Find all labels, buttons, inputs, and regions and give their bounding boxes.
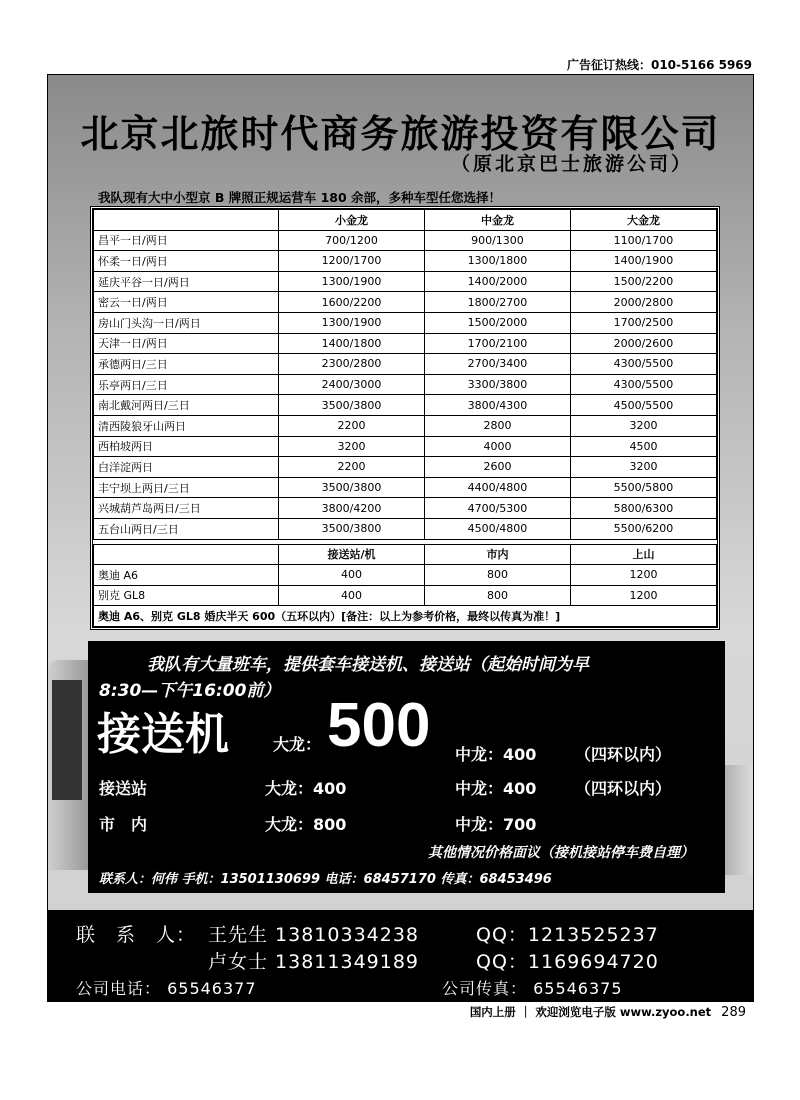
price-table-wrap — [90, 206, 720, 630]
table-cell-price: 2300/2800 — [279, 354, 425, 375]
transfer-line2: 8:30—下午16:00前） — [99, 681, 281, 701]
bus-photo-left — [48, 660, 88, 870]
table-cell-price: 1700/2500 — [570, 312, 716, 333]
table-row — [94, 477, 717, 498]
table-cell-price: 5500/6200 — [570, 518, 716, 539]
table-cell-price: 900/1300 — [424, 230, 570, 251]
airport-big-price: 500 — [327, 691, 431, 760]
table-row — [94, 585, 717, 606]
table-cell-route: 天津一日/两日 — [94, 333, 279, 354]
table-cell-price: 4300/5500 — [570, 374, 716, 395]
table-cell-price: 1200 — [570, 565, 716, 586]
table-row — [94, 565, 717, 586]
city-big: 大龙：800 — [265, 815, 347, 834]
city-label: 市 内 — [99, 815, 148, 834]
other-terms: 其他情况价格面议（接机接站停车费自理） — [428, 845, 694, 861]
table-row — [94, 498, 717, 519]
table-cell-route: 奥迪 A6 — [94, 565, 279, 586]
airport-scope: （四环以内） — [575, 745, 672, 764]
table-cell-route: 五台山两日/三日 — [94, 518, 279, 539]
table-cell-route — [94, 544, 279, 565]
table-cell-price: 5500/5800 — [570, 477, 716, 498]
table-cell-price: 1300/1900 — [279, 312, 425, 333]
table-cell-price: 1200 — [570, 585, 716, 606]
table-row — [94, 374, 717, 395]
table-row — [94, 271, 717, 292]
table-cell-price: 4700/5300 — [424, 498, 570, 519]
table-cell-price: 400 — [279, 565, 425, 586]
table-row — [94, 518, 717, 539]
table-cell-route: 怀柔一日/两日 — [94, 251, 279, 272]
table-cell-price: 700/1200 — [279, 230, 425, 251]
company-former-name: （原北京巴士旅游公司） — [450, 153, 693, 175]
company-tel: 公司电话： 65546377 — [76, 979, 257, 998]
table-cell-price: 3200 — [570, 457, 716, 478]
company-fax: 公司传真： 65546375 — [442, 979, 623, 998]
airport-label: 接送机 — [97, 709, 229, 760]
table-note: 奥迪 A6、别克 GL8 婚庆半天 600（五环以内）[备注：以上为参考价格，最终以传真为准！] — [94, 606, 717, 627]
table-row — [94, 354, 717, 375]
table-cell-price: 1800/2700 — [424, 292, 570, 313]
table-cell-route: 延庆平谷一日/两日 — [94, 271, 279, 292]
table-row — [94, 333, 717, 354]
table-cell-price: 2400/3000 — [279, 374, 425, 395]
table-cell-route: 西柏坡两日 — [94, 436, 279, 457]
table-cell-price: 中金龙 — [424, 210, 570, 231]
contact-qq2: QQ：1169694720 — [476, 951, 659, 973]
table-cell-price: 3800/4200 — [279, 498, 425, 519]
table-cell-price: 2000/2600 — [570, 333, 716, 354]
transfer-contact: 联系人：何伟 手机：13501130699 电话：68457170 传真：68453496 — [99, 872, 552, 887]
table-cell-price: 800 — [424, 565, 570, 586]
table-cell-route: 房山门头沟一日/两日 — [94, 312, 279, 333]
table-cell-price: 2800 — [424, 415, 570, 436]
contact-label: 联 系 人： — [76, 924, 197, 946]
airport-big-label: 大龙： — [273, 735, 322, 754]
ad-frame — [47, 74, 754, 1002]
table-header-row — [94, 544, 717, 565]
table-cell-route: 别克 GL8 — [94, 585, 279, 606]
table-cell-price: 4000 — [424, 436, 570, 457]
footer-text: 国内上册 ｜ 欢迎浏览电子版 www.zyoo.net — [469, 1005, 712, 1019]
table-cell-price: 3800/4300 — [424, 395, 570, 416]
station-scope: （四环以内） — [575, 779, 672, 798]
table-cell-price: 3500/3800 — [279, 518, 425, 539]
table-cell-price: 800 — [424, 585, 570, 606]
table-cell-price: 4500/5500 — [570, 395, 716, 416]
transfer-line1: 我队有大量班车，提供套车接送机、接送站（起始时间为早 — [147, 655, 589, 675]
table-row — [94, 292, 717, 313]
table-cell-price: 1400/2000 — [424, 271, 570, 292]
table-cell-price: 小金龙 — [279, 210, 425, 231]
table-row — [94, 230, 717, 251]
table-cell-price: 3200 — [279, 436, 425, 457]
table-cell-price: 上山 — [570, 544, 716, 565]
contact-qq1: QQ：1213525237 — [476, 924, 659, 946]
station-label: 接送站 — [99, 779, 148, 798]
table-cell-price: 400 — [279, 585, 425, 606]
table-cell-price: 2700/3400 — [424, 354, 570, 375]
table-cell-route: 乐亭两日/三日 — [94, 374, 279, 395]
table-cell-price: 大金龙 — [570, 210, 716, 231]
table-cell-price: 1200/1700 — [279, 251, 425, 272]
table-cell-route: 白洋淀两日 — [94, 457, 279, 478]
page-footer — [470, 1004, 746, 1020]
table-cell-price: 1400/1900 — [570, 251, 716, 272]
station-mid: 中龙：400 — [455, 779, 537, 798]
table-cell-price: 4500 — [570, 436, 716, 457]
table-cell-price: 1700/2100 — [424, 333, 570, 354]
table-cell-price: 4400/4800 — [424, 477, 570, 498]
table-row — [94, 395, 717, 416]
table-cell-price: 3200 — [570, 415, 716, 436]
table-note-row — [94, 606, 717, 627]
table-cell-route — [94, 210, 279, 231]
table-cell-price: 1300/1800 — [424, 251, 570, 272]
table-cell-price: 1500/2000 — [424, 312, 570, 333]
table-cell-price: 市内 — [424, 544, 570, 565]
table-cell-price: 2000/2800 — [570, 292, 716, 313]
table-cell-price: 接送站/机 — [279, 544, 425, 565]
table-cell-route: 承德两日/三日 — [94, 354, 279, 375]
table-cell-price: 1500/2200 — [570, 271, 716, 292]
table-cell-price: 2600 — [424, 457, 570, 478]
table-cell-price: 1300/1900 — [279, 271, 425, 292]
table-cell-price: 2200 — [279, 457, 425, 478]
bus-photo-right — [721, 765, 753, 875]
table-cell-price: 3500/3800 — [279, 395, 425, 416]
table-cell-route: 兴城葫芦岛两日/三日 — [94, 498, 279, 519]
table-cell-price: 3500/3800 — [279, 477, 425, 498]
table-row — [94, 415, 717, 436]
table-row — [94, 436, 717, 457]
company-name: 北京北旅时代商务旅游投资有限公司 — [80, 112, 721, 156]
fleet-intro: 我队现有大中小型京 B 牌照正规运营车 180 余部，多种车型任您选择！ — [98, 190, 502, 205]
table-row — [94, 457, 717, 478]
price-table — [93, 209, 717, 627]
table-header-row — [94, 210, 717, 231]
table-cell-route: 丰宁坝上两日/三日 — [94, 477, 279, 498]
ad-hotline: 广告征订热线：010-5166 5969 — [566, 58, 752, 72]
airport-mid: 中龙：400 — [455, 745, 537, 764]
table-cell-price: 1400/1800 — [279, 333, 425, 354]
station-big: 大龙：400 — [265, 779, 347, 798]
table-cell-price: 4300/5500 — [570, 354, 716, 375]
table-cell-price: 1600/2200 — [279, 292, 425, 313]
table-cell-route: 昌平一日/两日 — [94, 230, 279, 251]
page-number: 289 — [721, 1005, 746, 1020]
table-cell-price: 4500/4800 — [424, 518, 570, 539]
city-mid: 中龙：700 — [455, 815, 537, 834]
contact-person2: 卢女士 13811349189 — [208, 951, 420, 973]
table-row — [94, 251, 717, 272]
table-cell-price: 3300/3800 — [424, 374, 570, 395]
table-cell-price: 1100/1700 — [570, 230, 716, 251]
transfer-panel — [88, 641, 725, 893]
table-cell-route: 南北戴河两日/三日 — [94, 395, 279, 416]
table-cell-price: 5800/6300 — [570, 498, 716, 519]
table-cell-route: 密云一日/两日 — [94, 292, 279, 313]
table-row — [94, 312, 717, 333]
table-cell-route: 清西陵狼牙山两日 — [94, 415, 279, 436]
table-cell-price: 2200 — [279, 415, 425, 436]
contact-person1: 王先生 13810334238 — [208, 924, 420, 946]
contact-panel — [48, 910, 753, 1001]
